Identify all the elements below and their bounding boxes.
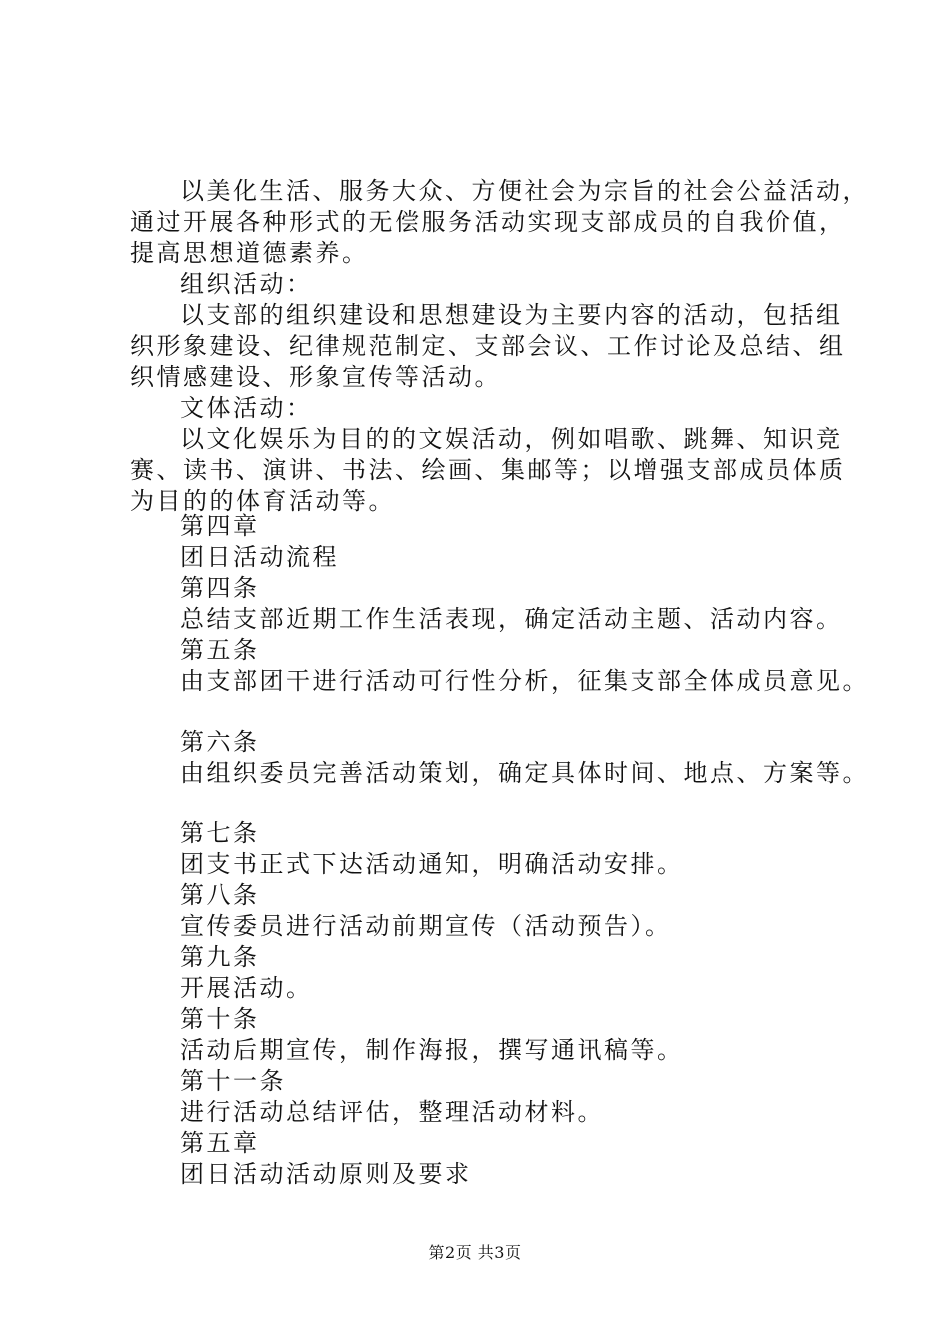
paragraph-line: 以文化娱乐为目的的文娱活动，例如唱歌、跳舞、知识竞 bbox=[180, 425, 843, 453]
chapter-title: 团日活动活动原则及要求 bbox=[180, 1160, 472, 1188]
article-text: 团支书正式下达活动通知，明确活动安排。 bbox=[180, 850, 684, 878]
article-heading: 第六条 bbox=[180, 728, 260, 756]
article-heading: 第四条 bbox=[180, 574, 260, 602]
section-heading: 文体活动： bbox=[180, 394, 313, 422]
article-heading: 第十条 bbox=[180, 1005, 260, 1033]
article-text: 总结支部近期工作生活表现，确定活动主题、活动内容。 bbox=[180, 605, 843, 633]
chapter-heading: 第五章 bbox=[180, 1129, 260, 1157]
article-heading: 第五条 bbox=[180, 636, 260, 664]
section-heading: 组织活动： bbox=[180, 270, 313, 298]
article-heading: 第七条 bbox=[180, 819, 260, 847]
article-text: 进行活动总结评估，整理活动材料。 bbox=[180, 1098, 604, 1126]
paragraph-line: 织情感建设、形象宣传等活动。 bbox=[130, 363, 501, 391]
article-text: 活动后期宣传，制作海报，撰写通讯稿等。 bbox=[180, 1036, 684, 1064]
article-heading: 第八条 bbox=[180, 881, 260, 909]
paragraph-line: 以美化生活、服务大众、方便社会为宗旨的社会公益活动， bbox=[180, 177, 869, 205]
article-heading: 第九条 bbox=[180, 943, 260, 971]
paragraph-line: 提高思想道德素养。 bbox=[130, 239, 369, 267]
paragraph-line: 通过开展各种形式的无偿服务活动实现支部成员的自我价值， bbox=[130, 208, 846, 236]
paragraph-line: 为目的的体育活动等。 bbox=[130, 487, 395, 515]
paragraph-line: 以支部的组织建设和思想建设为主要内容的活动，包括组 bbox=[180, 301, 843, 329]
article-text: 宣传委员进行活动前期宣传（活动预告）。 bbox=[180, 912, 672, 940]
paragraph-line: 赛、读书、演讲、书法、绘画、集邮等；以增强支部成员体质 bbox=[130, 456, 846, 484]
chapter-title: 团日活动流程 bbox=[180, 543, 339, 571]
page-number-footer: 第2页 共3页 bbox=[428, 1243, 522, 1262]
chapter-heading: 第四章 bbox=[180, 512, 260, 540]
article-text: 由组织委员完善活动策划，确定具体时间、地点、方案等。 bbox=[180, 759, 869, 787]
paragraph-line: 织形象建设、纪律规范制定、支部会议、工作讨论及总结、组 bbox=[130, 332, 846, 360]
article-text: 开展活动。 bbox=[180, 974, 313, 1002]
article-heading: 第十一条 bbox=[180, 1067, 286, 1095]
article-text: 由支部团干进行活动可行性分析，征集支部全体成员意见。 bbox=[180, 667, 869, 695]
